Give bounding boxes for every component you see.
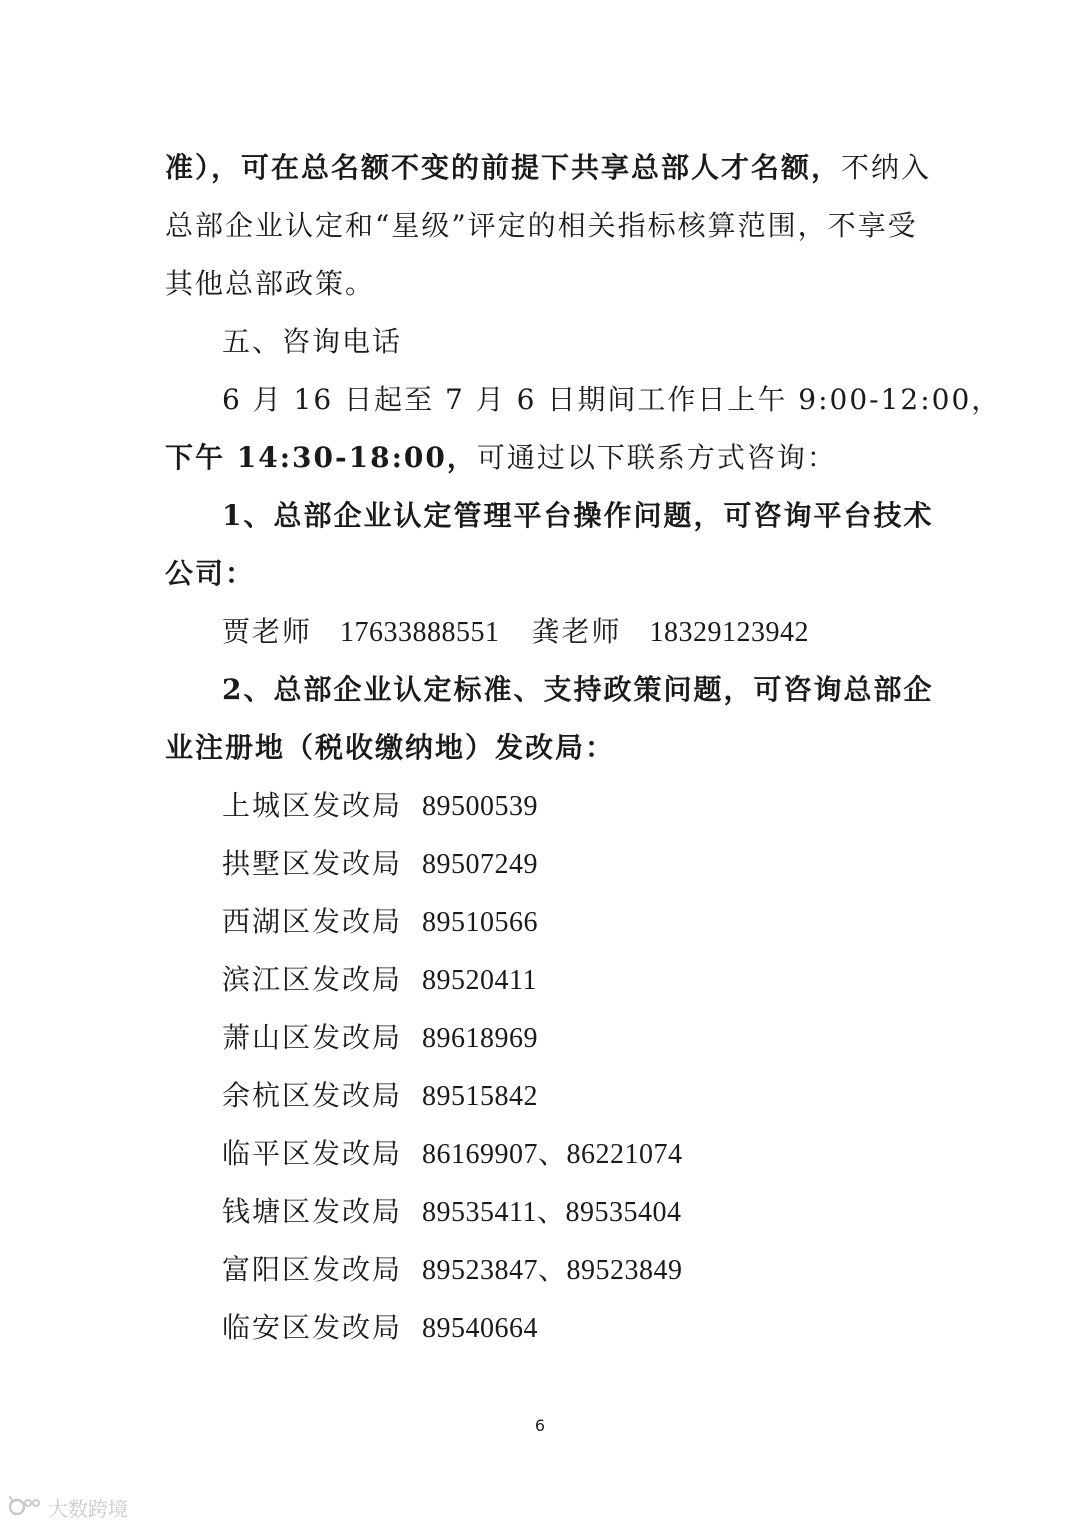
bureau-name: 上城区发改局	[222, 789, 403, 822]
bureau-phone: 89507249	[422, 849, 538, 880]
bureau-name: 临安区发改局	[222, 1311, 403, 1344]
teacher-2-name: 龚老师	[531, 615, 622, 648]
teacher-contacts	[222, 612, 841, 653]
teacher-1-name: 贾老师	[222, 615, 313, 648]
bureau-row	[222, 960, 537, 1001]
bureau-row	[222, 844, 538, 885]
bureau-name: 拱墅区发改局	[222, 847, 403, 880]
item-1-line-2: 公司：	[165, 557, 256, 590]
bureau-row	[222, 1192, 681, 1233]
consult-time-rest: 可通过以下联系方式咨询：	[476, 441, 837, 474]
paragraph-line-1-rest: 不纳入	[841, 151, 932, 184]
bureau-phone: 86169907、86221074	[422, 1139, 683, 1170]
item-1-line-1: 1、总部企业认定管理平台操作问题，可咨询平台技术	[222, 499, 934, 532]
bureau-phone: 89520411	[422, 965, 537, 996]
paragraph-line-1-bold: 准），可在总名额不变的前提下共享总部人才名额，	[165, 151, 842, 184]
paragraph-line-3: 其他总部政策。	[165, 267, 376, 300]
teacher-1-phone: 17633888551	[340, 617, 500, 648]
bureau-row	[222, 1250, 683, 1291]
bureau-name: 西湖区发改局	[222, 905, 403, 938]
page-number: 6	[534, 1416, 546, 1435]
consult-time-line-2	[165, 438, 925, 478]
item-2-line-2: 业注册地（税收缴纳地）发改局：	[165, 731, 616, 764]
item-2-line-1: 2、总部企业认定标准、支持政策问题，可咨询总部企	[222, 673, 934, 706]
bureau-row	[222, 1076, 538, 1117]
section-heading: 五、咨询电话	[222, 325, 403, 358]
consult-time-line-1: 6 月 16 日起至 7 月 6 日期间工作日上午 9:00-12:00，	[222, 383, 1002, 416]
watermark-text: 大数跨境	[48, 1496, 128, 1521]
teacher-2-phone: 18329123942	[649, 617, 810, 648]
bureau-phone: 89515842	[422, 1081, 538, 1112]
bureau-name: 余杭区发改局	[222, 1079, 403, 1112]
bureau-phone: 89618969	[422, 1023, 538, 1054]
bureau-name: 萧山区发改局	[222, 1021, 403, 1054]
bureau-row	[222, 902, 538, 943]
paragraph-line-2: 总部企业认定和“星级”评定的相关指标核算范围，不享受	[165, 209, 918, 242]
bureau-name: 临平区发改局	[222, 1137, 403, 1170]
bureau-row	[222, 1018, 538, 1059]
bureau-phone: 89500539	[422, 791, 538, 822]
bureau-name: 富阳区发改局	[222, 1253, 403, 1286]
watermark	[8, 1490, 128, 1524]
bureau-phone: 89540664	[422, 1313, 538, 1344]
bureau-name: 滨江区发改局	[222, 963, 403, 996]
bureau-row	[222, 1308, 538, 1349]
bureau-name: 钱塘区发改局	[222, 1195, 403, 1228]
paragraph-line-1	[165, 148, 932, 188]
bureau-phone: 89523847、89523849	[422, 1255, 683, 1286]
bureau-phone: 89535411、89535404	[422, 1197, 682, 1228]
bureau-row	[222, 1134, 683, 1175]
bureau-row	[222, 786, 538, 827]
consult-time-afternoon: 下午 14:30-18:00，	[165, 441, 477, 474]
bureau-phone: 89510566	[422, 907, 538, 938]
brand-logo-icon	[8, 1496, 42, 1518]
